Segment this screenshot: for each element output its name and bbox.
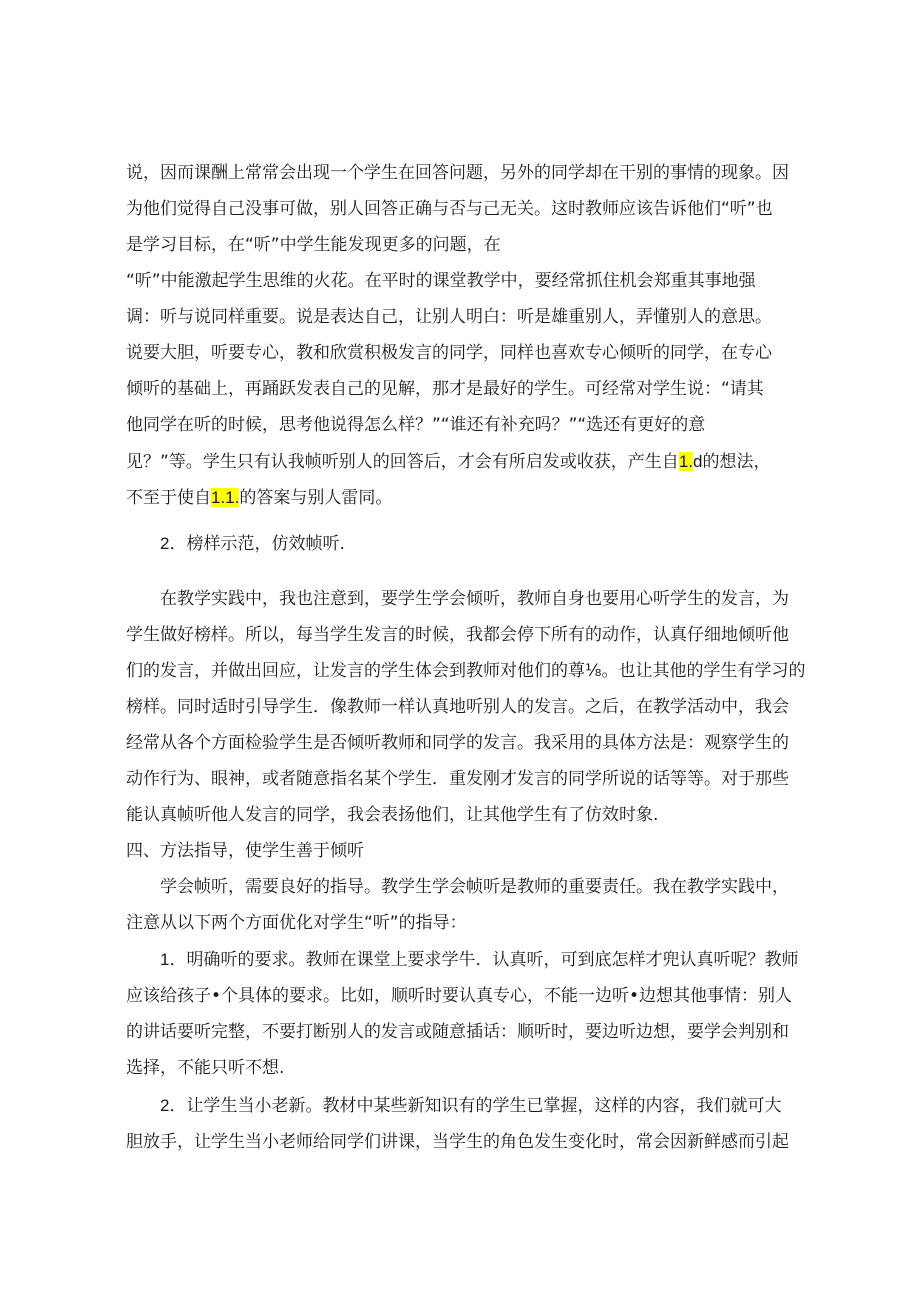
text-segment: d的想法，	[693, 452, 771, 471]
text-line: 说，因而课酬上常常会出现一个学生在回答问题，另外的同学却在干别的事情的现象。因	[126, 163, 789, 183]
section-title: ．榜样示范，仿效帧听.	[169, 534, 345, 554]
list-item-number: 2	[160, 1096, 170, 1115]
text-line: 学生做好榜样。所以，每当学生发言的时候，我都会停下所有的动作，认真仔细地倾听他	[126, 625, 789, 645]
text-line: 们的发言，并做出回应，让发言的学生体会到教师对他们的尊⅛。也让其他的学生有学习的	[126, 661, 806, 681]
section-heading	[160, 533, 806, 555]
text-line: 动作行为、眼神，或者随意指名某个学生．重发刚才发言的同学所说的话等等。对于那些	[126, 769, 789, 789]
list-item	[160, 1095, 806, 1117]
highlighted-text: 1.1.	[211, 488, 240, 507]
text-line: 胆放手，让学生当小老师给同学们讲课，当学生的角色发生变化时，常会因新鲜感而引起	[126, 1132, 789, 1152]
highlighted-text: 1.	[678, 452, 693, 471]
text-line: 他同学在听的时候，思考他说得怎么样？”“谁还有补充吗？”“选还有更好的意	[126, 415, 706, 435]
text-line: 学会帧听，需要良好的指导。教学生学会帧听是教师的重要责任。我在教学实践中，	[160, 877, 789, 897]
section-heading: 四、方法指导，使学生善于倾听	[126, 841, 364, 861]
list-item-text: ．让学生当小老新。教材中某些新知识有的学生已掌握，这样的内容，我们就可大	[169, 1096, 782, 1116]
text-line: 倾听的基础上，再踊跃发表自己的见解，那才是最好的学生。可经常对学生说：“请其	[126, 379, 764, 399]
text-segment: 不至于使自	[126, 488, 211, 508]
text-line: 能认真帧听他人发言的同学，我会表扬他们，让其他学生有了仿效时象.	[126, 805, 659, 825]
text-line: 为他们觉得自己没事可做，别人回答正确与否与己无关。这时教师应该告诉他们“听”也	[126, 199, 773, 219]
section-number: 2	[160, 534, 170, 553]
text-line-with-highlight	[126, 451, 806, 473]
text-line: 说要大胆，听要专心，教和欣赏积极发言的同学，同样也喜欢专心倾听的同学，在专心	[126, 343, 772, 363]
text-line: 应该给孩子•个具体的要求。比如，顺听时要认真专心，不能一边听•边想其他事情：别人	[126, 986, 793, 1006]
text-line: 榜样。同时适时引导学生．像教师一样认真地听别人的发言。之后，在教学活动中，我会	[126, 697, 789, 717]
text-line: 选择，不能只听不想.	[126, 1058, 285, 1078]
text-line: “听”中能激起学生思维的火花。在平时的课堂教学中，要经常抓住机会郑重其事地强	[126, 271, 756, 291]
text-line: 的讲话要听完整，不要打断别人的发言或随意插话：顺听时，要边听边想，要学会判别和	[126, 1022, 789, 1042]
text-line: 注意从以下两个方面优化对学生“听”的指导：	[126, 913, 467, 933]
text-line: 在教学实践中，我也注意到，要学生学会倾听，教师自身也要用心听学生的发言，为	[160, 589, 789, 609]
list-item-text: ．明确听的要求。教师在课堂上要求学牛．认真听，可到底怎样才兜认真听呢？教师	[169, 950, 799, 970]
text-segment: 的答案与别人雷同。	[239, 488, 393, 508]
text-line: 经常从各个方面检验学生是否倾听教师和同学的发言。我采用的具体方法是：观察学生的	[126, 733, 789, 753]
text-line-with-highlight	[126, 487, 806, 509]
list-item	[160, 949, 806, 971]
text-line: 调：听与说同样重要。说是表达自己，让别人明白：听是雄重别人，弄懂别人的意思。	[126, 307, 772, 327]
list-item-number: 1	[160, 950, 170, 969]
text-segment: 见？”等。学生只有认我帧听别人的回答后，才会有所启发或收获，产生自	[126, 452, 679, 472]
text-line: 是学习目标，在“听”中学生能发现更多的问题，在	[126, 235, 501, 255]
